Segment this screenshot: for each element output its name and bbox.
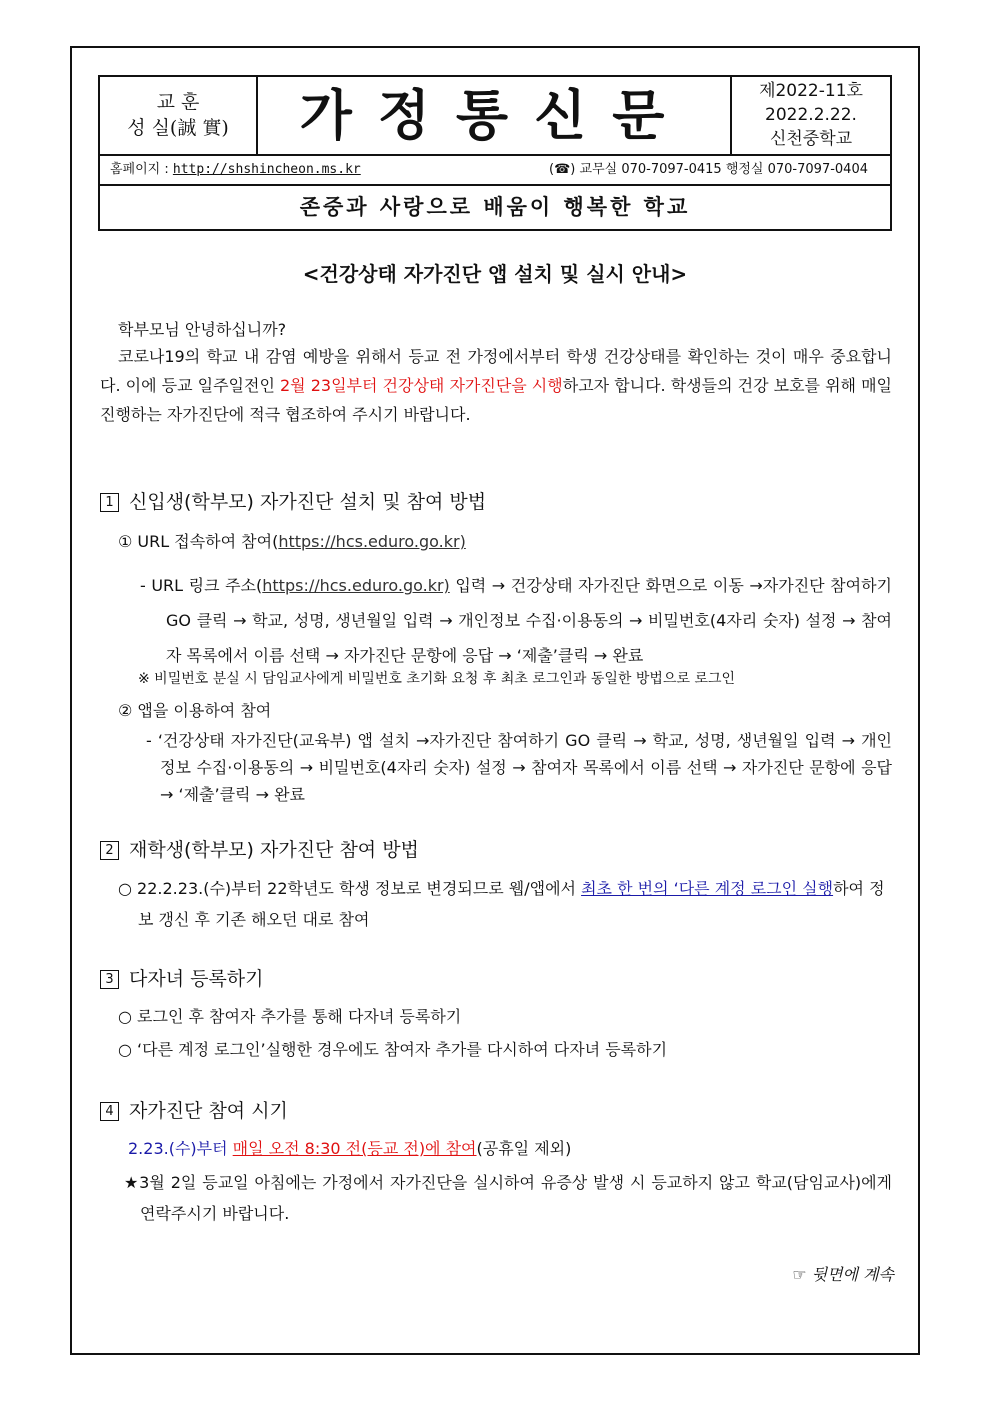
phone-numbers: (☎) 교무실 070-7097-0415 행정실 070-7097-0404 — [549, 162, 868, 177]
homepage — [110, 156, 361, 184]
option-url-label: ① URL 접속하여 참여( — [118, 532, 279, 551]
issue-date: 2022.2.22. — [765, 105, 857, 125]
document-title: <건강상태 자가진단 앱 설치 및 실시 안내> — [302, 262, 688, 286]
march-notice: ★3월 2일 등교일 아침에는 가정에서 자가진단을 실시하여 유증상 발생 시 등교하지 않고 학교(담임교사)에게 연락주시기 바랍니다. — [124, 1173, 892, 1223]
section-number: 2 — [100, 841, 119, 860]
url-steps-b: 입력 → 건강상태 자가진단 화면으로 이동 →자가진단 참여하기 GO 클릭 → 학교, 성명, 생년월일 입력 → 개인정보 수집·이용동의 → 비밀번호(4자리 숫자) 설정 → 참여자 목록에서 이름 선택 → 자가진단 문항에 응답 → ‘제출’클릭 → 완료 — [166, 576, 892, 665]
multichild-item-2: ○ ‘다른 계정 로그인’실행한 경우에도 참여자 추가를 다시하여 다자녀 등록하기 — [118, 1040, 668, 1059]
time-note: (공휴일 제외) — [476, 1139, 572, 1158]
password-note: ※ 비밀번호 분실 시 담임교사에게 비밀번호 초기화 요청 후 최초 로그인과 동일한 방법으로 로그인 — [138, 671, 736, 687]
continued-note: ☞ 뒷면에 계속 — [792, 1265, 894, 1284]
homepage-link[interactable]: http://shshincheon.ms.kr — [172, 162, 361, 177]
intro-text-b: 하고자 합니다. 학생들의 건강 보호를 위해 매일 진행하는 자가진단에 적극 협조하여 주시기 바랍니다. — [100, 376, 893, 424]
section-4-heading — [100, 1097, 288, 1125]
participation-time — [128, 1135, 571, 1162]
section-1-heading — [100, 488, 486, 516]
section-2-heading — [100, 836, 419, 864]
other-account-login: 최초 한 번의 ‘다른 계정 로그인 실행 — [581, 879, 834, 898]
intro-paragraph — [100, 342, 892, 429]
issue-info — [730, 77, 890, 154]
url-steps-a: - URL 링크 주소( — [140, 576, 263, 595]
section-title: 다자녀 등록하기 — [129, 968, 264, 990]
intro-highlight: 2월 23일부터 건강상태 자가진단을 시행 — [280, 376, 563, 395]
section-title: 재학생(학부모) 자가진단 참여 방법 — [129, 839, 419, 861]
motto-line1: 교 훈 — [156, 91, 200, 113]
homepage-label: 홈페이지 : — [110, 162, 169, 177]
url-steps — [140, 568, 892, 673]
hcs-link[interactable]: https://hcs.eduro.go.kr) — [278, 532, 466, 551]
returning-steps — [118, 873, 892, 935]
contact-bar — [100, 154, 890, 186]
hcs-link-inline[interactable]: https://hcs.eduro.go.kr) — [262, 576, 450, 595]
school-motto — [100, 77, 258, 154]
section-number: 3 — [100, 970, 119, 989]
app-steps: - ‘건강상태 자가진단(교육부) 앱 설치 →자가진단 참여하기 GO 클릭 → 학교, 성명, 생년월일 입력 → 개인정보 수집·이용동의 → 비밀번호(4자리 숫자) 설정 → 참여자 목록에서 이름 선택 → 자가진단 문항에 응답 → ‘제출’클릭 → 완료 — [146, 731, 892, 804]
school-name: 신천중학교 — [769, 129, 853, 149]
time-start: 2.23.(수)부터 — [128, 1139, 233, 1158]
returning-text-b: 하여 정보 갱신 후 기존 해오던 대로 참여 — [138, 879, 885, 929]
section-number: 4 — [100, 1102, 119, 1121]
option-app: ② 앱을 이용하여 참여 — [118, 701, 272, 720]
section-number: 1 — [100, 493, 119, 512]
multichild-item-1: ○ 로그인 후 참여자 추가를 통해 다자녀 등록하기 — [118, 1007, 462, 1026]
section-3-heading — [100, 965, 264, 993]
section-title: 자가진단 참여 시기 — [129, 1100, 288, 1122]
greeting: 학부모님 안녕하십니까? — [118, 320, 287, 339]
section-title: 신입생(학부모) 자가진단 설치 및 참여 방법 — [129, 491, 487, 513]
intro-text-a: 코로나19의 학교 내 감염 예방을 위해서 등교 전 가정에서부터 학생 건강상태를 확인하는 것이 매우 중요합니다. 이에 등교 일주일전인 — [100, 347, 892, 395]
returning-text-a: ○ 22.2.23.(수)부터 22학년도 학생 정보로 변경되므로 웹/앱에서 — [118, 879, 582, 898]
time-highlight: 매일 오전 8:30 전(등교 전)에 참여 — [232, 1139, 477, 1158]
newsletter-header — [98, 75, 892, 231]
issue-number: 제2022-11호 — [759, 81, 863, 101]
option-url — [118, 528, 466, 555]
motto-line2: 성 실(誠 實) — [127, 117, 229, 139]
newsletter-title: 가정통신문 — [299, 84, 691, 147]
school-slogan: 존중과 사랑으로 배움이 행복한 학교 — [299, 195, 691, 219]
